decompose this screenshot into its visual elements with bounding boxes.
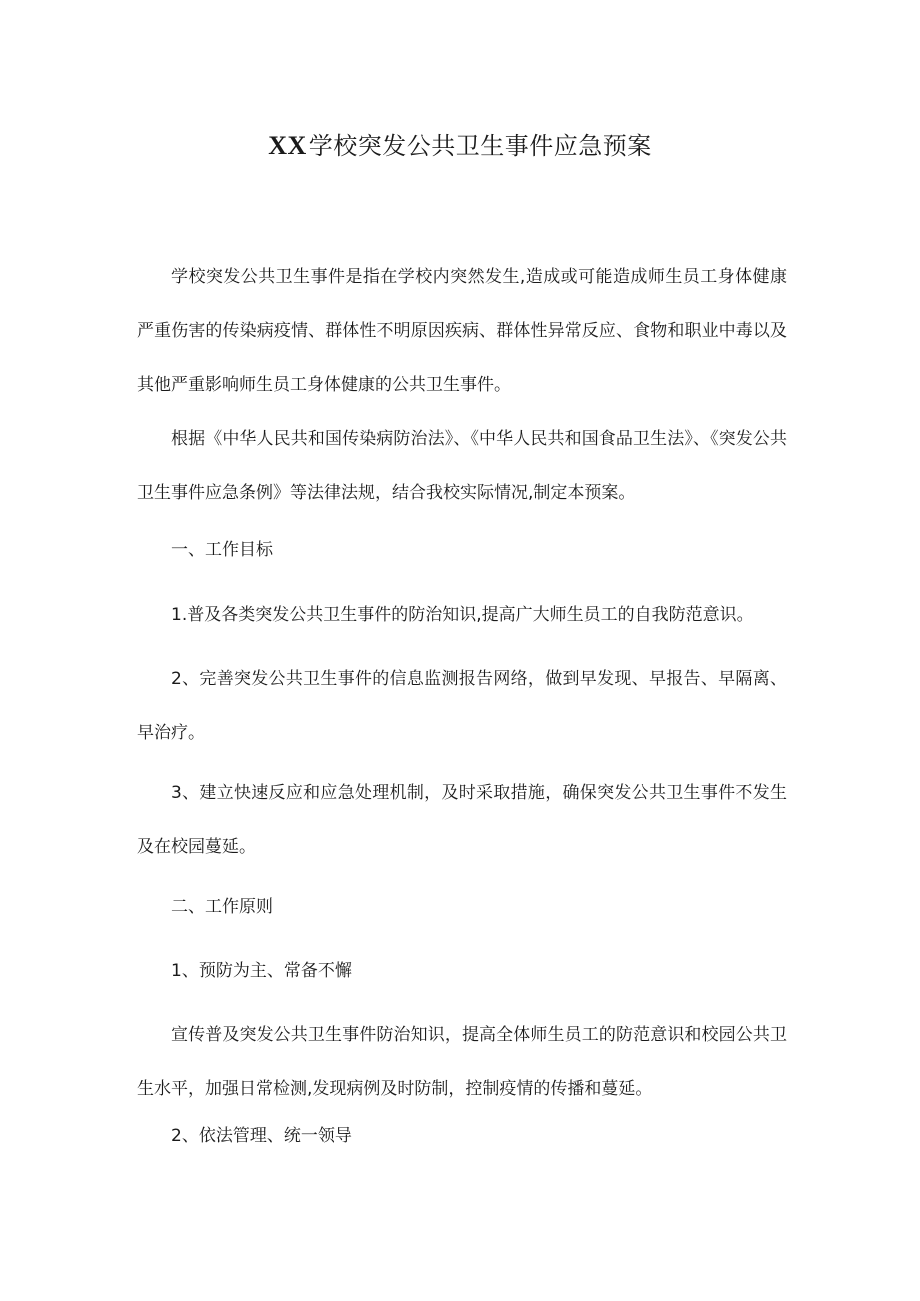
section1-item-1: 1.普及各类突发公共卫生事件的防治知识,提高广大师生员工的自我防范意识。 bbox=[171, 605, 754, 625]
section1-item-2: 2、完善突发公共卫生事件的信息监测报告网络，做到早发现、早报告、早隔离、早治疗。 bbox=[137, 669, 787, 743]
section1-heading: 一、工作目标 bbox=[171, 540, 273, 560]
section1-item-3: 3、建立快速反应和应急处理机制，及时采取措施，确保突发公共卫生事件不发生及在校园蔓延。 bbox=[137, 783, 787, 857]
title-main: 学校突发公共卫生事件应急预案 bbox=[308, 132, 652, 160]
basis-paragraph: 根据《中华人民共和国传染病防治法》、《中华人民共和国食品卫生法》、《突发公共卫生事件应急条例》等法律法规，结合我校实际情况,制定本预案。 bbox=[137, 429, 787, 503]
title-prefix: XX bbox=[268, 131, 307, 160]
document-title bbox=[0, 128, 920, 164]
section2-heading: 二、工作原则 bbox=[171, 897, 273, 917]
intro-paragraph: 学校突发公共卫生事件是指在学校内突然发生,造成或可能造成师生员工身体健康严重伤害的传染病疫情、群体性不明原因疾病、群体性异常反应、食物和职业中毒以及其他严重影响师生员工身体健康的公共卫生事件。 bbox=[137, 267, 787, 395]
principle1-title: 1、预防为主、常备不懈 bbox=[171, 961, 352, 981]
principle1-text: 宣传普及突发公共卫生事件防治知识，提高全体师生员工的防范意识和校园公共卫生水平，加强日常检测,发现病例及时防制，控制疫情的传播和蔓延。 bbox=[137, 1025, 787, 1099]
principle2-title: 2、依法管理、统一领导 bbox=[171, 1126, 352, 1146]
